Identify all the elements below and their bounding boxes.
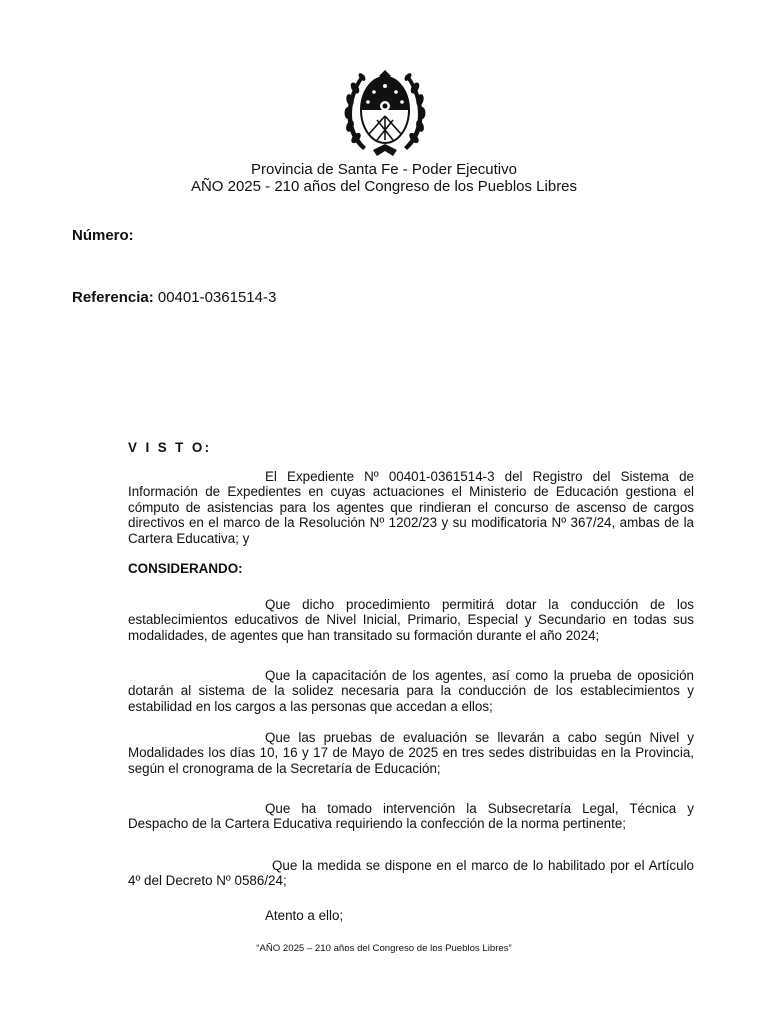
considerando-paragraph: Que la medida se dispone en el marco de lo habilitado por el Artículo 4º del Decreto Nº 0586/24; <box>128 858 694 889</box>
header-year-motto: AÑO 2025 - 210 años del Congreso de los Pueblos Libres <box>190 178 578 195</box>
atento-paragraph: Atento a ello; <box>265 908 344 923</box>
visto-paragraph: El Expediente Nº 00401-0361514-3 del Registro del Sistema de Información de Expedientes en cuyas actuaciones el Ministerio de Educación gestiona el cómputo de asistencias para los agentes que rindieran el concurso de ascenso de cargos directivos en el marco de la Resolución Nº 1202/23 y su modificatoria Nº 367/24, ambas de la Cartera Educativa; y <box>128 469 694 546</box>
visto-title: V I S T O: <box>128 440 212 455</box>
referencia-field <box>72 289 276 306</box>
considerando-paragraph: Que la capacitación de los agentes, así como la prueba de oposición dotarán al sistema de la solidez necesaria para la conducción de los establecimientos y estabilidad en los cargos a las personas que accedan a ellos; <box>128 668 694 714</box>
numero-label: Número: <box>72 227 134 244</box>
considerando-paragraph: Que dicho procedimiento permitirá dotar la conducción de los establecimientos educativos de Nivel Inicial, Primario, Especial y Secundario en todas sus modalidades, de agentes que han transitado su formación durante el año 2024; <box>128 597 694 643</box>
considerando-title: CONSIDERANDO: <box>128 561 243 576</box>
referencia-value: 00401-0361514-3 <box>157 289 277 306</box>
footer-motto: “AÑO 2025 – 210 años del Congreso de los Pueblos Libres” <box>256 943 512 954</box>
considerando-paragraph: Que las pruebas de evaluación se llevarán a cabo según Nivel y Modalidades los días 10, 16 y 17 de Mayo de 2025 en tres sedes distribuidas en la Provincia, según el cronograma de la Secretaría de Educación; <box>128 730 694 776</box>
header-province: Provincia de Santa Fe - Poder Ejecutivo <box>251 161 517 178</box>
considerando-paragraph: Que ha tomado intervención la Subsecretaría Legal, Técnica y Despacho de la Cartera Educativa requiriendo la confección de la norma pertinente; <box>128 801 694 832</box>
santa-fe-coat-of-arms-icon <box>343 66 427 158</box>
referencia-label: Referencia: <box>72 289 154 306</box>
numero-field <box>72 227 134 244</box>
